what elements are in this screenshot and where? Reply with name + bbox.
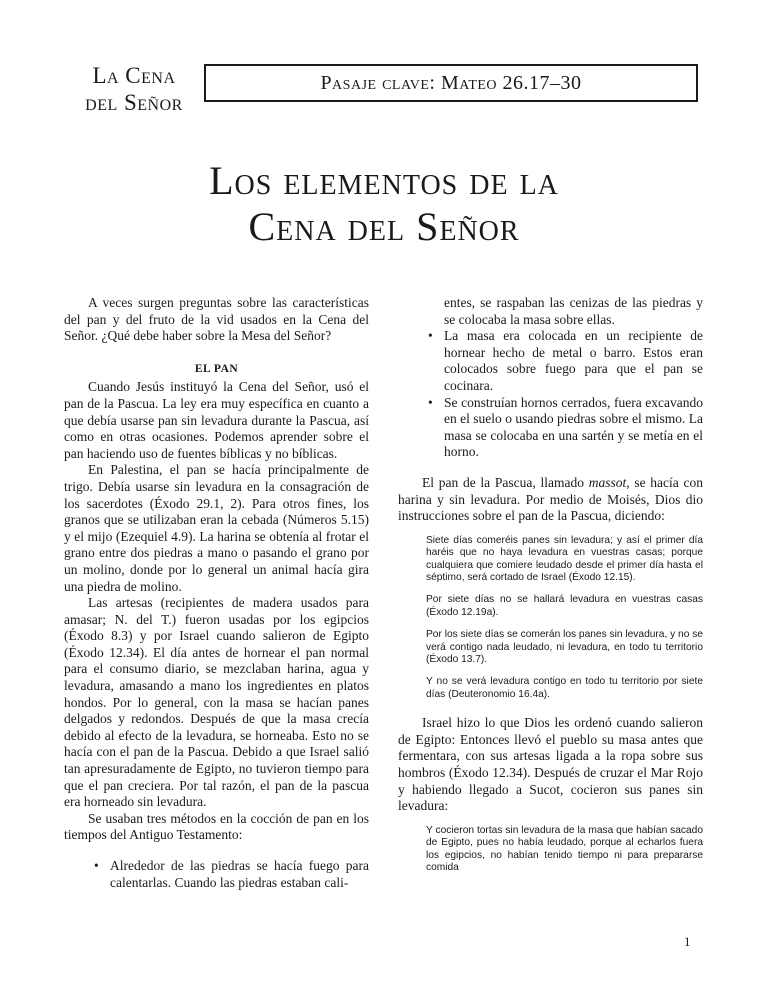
page-title-line1: Los elementos de la xyxy=(209,158,559,203)
left-column xyxy=(64,295,369,891)
paragraph-massot-a: El pan de la Pascua, llamado xyxy=(422,474,589,490)
paragraph-bread-2: En Palestina, el pan se hacía principalmente de trigo. Debía usarse sin levadura en la consagración de los sacerdotes (Éxodo 29.1, 2). Para otros fines, los granos que se utilizaban eran la cebada (Números 5.15) y el mijo (Ezequiel 4.9). La harina se obtenía al frotar el grano entre dos piedras a mano o pasando el grano por un molino, donde por lo general un animal hacía gira una piedra de molino. xyxy=(64,462,369,594)
section-label xyxy=(64,62,204,116)
scripture-quote: Por siete días no se hallará levadura en vuestras casas (Éxodo 12.19a). xyxy=(426,594,703,618)
paragraph-massot-b: , se hacía con harina y sin levadura. Por medio de Moisés, Dios dio instrucciones sobre el pan de la Pascua, diciendo: xyxy=(398,474,703,524)
paragraph-massot xyxy=(398,475,703,525)
paragraph-bread-4: Se usaban tres métodos en la cocción de pan en los tiempos del Antiguo Testamento: xyxy=(64,810,369,843)
section-heading-bread: EL PAN xyxy=(194,362,239,375)
section-label-line1: La Cena xyxy=(92,63,176,88)
key-passage-box xyxy=(204,64,698,102)
paragraph-israel: Israel hizo lo que Dios les ordenó cuando salieron de Egipto: Entonces llevó el pueblo su masa antes que fermentara, con sus artesas ligada a la ropa sobre sus hombros (Éxodo 12.34). Después de cruzar el Mar Rojo y habiendo llegado a Sucot, cocieron sus panes sin levadura: xyxy=(398,715,703,814)
scripture-quote: Y cocieron tortas sin levadura de la masa que habían sacado de Egipto, pues no había leudado, porque al echarlos fuera los egipcios, no habían tenido tiempo ni para prepararse comida xyxy=(426,824,703,873)
list-item-continued: entes, se raspaban las cenizas de las piedras y se colocaba la masa sobre ellas. xyxy=(444,295,703,327)
page-title-line2: Cena del Señor xyxy=(248,204,520,249)
scripture-quote: Y no se verá levadura contigo en todo tu territorio por siete días (Deuteronomio 16.4a). xyxy=(426,676,703,700)
list-item: • Se construían hornos cerrados, fuera excavando en el suelo o usando piedras sobre el mismo. La masa se colocaba en una sartén y se metía en el horno. xyxy=(444,395,703,461)
list-item: • La masa era colocada en un recipiente de hornear hecho de metal o barro. Estos eran colocados sobre fuego para que el pan se cocinara. xyxy=(444,328,703,394)
list-item: • Alrededor de las piedras se hacía fuego para calentarlas. Cuando las piedras estaban cali- xyxy=(110,858,369,891)
paragraph-bread-3: Las artesas (recipientes de madera usados para amasar; N. del T.) fueron usadas por los egipcios (Éxodo 8.3) y por Israel cuando salieron de Egipto (Éxodo 12.34). El día antes de hornear el pan normal para el consumo diario, se mezclaban harina, agua y levadura, amasando a mano los ingredientes en platos hondos. Por lo general, con la masa se hacían panes delgados y redondos. Después de que la masa crecía debido al efecto de la levadura, se horneaba. Esto no se hacía con el pan de la Pascua. Debido a que Israel salió tan apresuradamente de Egipto, no tuvieron tiempo para que el pan creciera. Por tal razón, el pan de la pascua era horneado sin levadura. xyxy=(64,595,369,810)
term-massot: massot xyxy=(588,474,627,490)
paragraph-bread-1: Cuando Jesús instituyó la Cena del Señor, usó el pan de la Pascua. La ley era muy específica en cuanto a que debía usarse pan sin levadura durante la Pascua, así como en otras ocasiones. Podemos aprender sobre el pan haciendo uso de fuentes bíblicas y no bíblicas. xyxy=(64,379,369,461)
baking-methods-list xyxy=(64,858,369,891)
page-title xyxy=(0,158,768,250)
key-passage-text: Pasaje clave: Mateo 26.17–30 xyxy=(320,71,582,94)
section-label-line2: del Señor xyxy=(85,90,183,115)
baking-methods-list-continued xyxy=(398,295,703,461)
scripture-quote: Por los siete días se comerán los panes sin levadura, y no se verá contigo nada leudado, ni levadura, en todo tu territorio (Éxodo 13.7). xyxy=(426,629,703,665)
scripture-quote: Siete días comeréis panes sin levadura; y así el primer día haréis que no haya levadura en vuestras casas; porque cualquiera que comiere leudado desde el primer día hasta el séptimo, será cortado de Israel (Éxodo 12.15). xyxy=(426,534,703,583)
page-number: 1 xyxy=(684,934,691,949)
right-column xyxy=(398,295,703,874)
intro-paragraph: A veces surgen preguntas sobre las características del pan y del fruto de la vid usados en la Cena del Señor. ¿Qué debe haber sobre la Mesa del Señor? xyxy=(64,295,369,344)
